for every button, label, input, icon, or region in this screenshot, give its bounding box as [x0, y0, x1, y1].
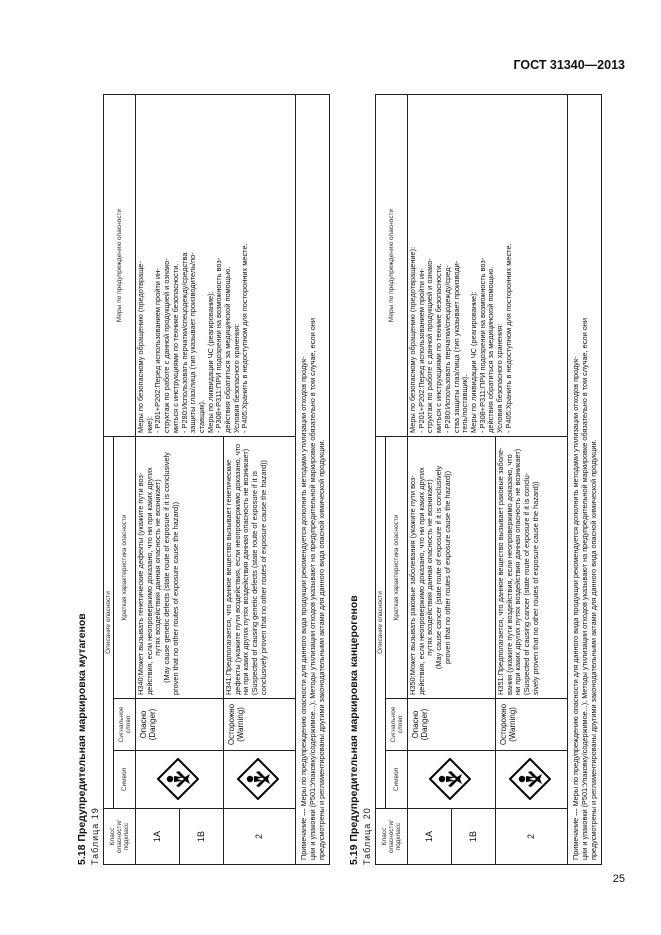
- col-brief: Краткая характеристика опасности: [114, 436, 136, 698]
- brief-cell: H350:Может вызывать раковые заболевания (укажите пути воз- действия, если неопровержимо доказано, что ни при каких других путях воздействия данная опасность не возникает) (May cause cancer (state route of exposure if it is conclusively proven that no other routes of exposure cause the hazard)): [408, 436, 496, 698]
- table-note: Примечание — Меры по предупреждению опасности для данного вида продукции рекомендуется дополнить методами утилизации отходов продук- ции и упаковки (P501:Упаковку/содержимое...). Методы утилизации отходов указывают на предупредительной маркировке обязательно в том случае, если они предусмотрены и регламентированы другими законодательными актами для данного вида опасной химической продукции.: [568, 94, 602, 864]
- col-measures: Меры по предупреждению опасности: [104, 94, 136, 436]
- document-header: ГОСТ 31340—2013: [513, 58, 625, 72]
- health-hazard-icon: [429, 759, 474, 801]
- signal-cell: Опасно (Danger): [136, 699, 224, 751]
- table-19: [103, 94, 330, 865]
- col-description: Описание опасности: [104, 436, 114, 808]
- table-label: Таблица 19: [90, 807, 100, 865]
- col-brief: Краткая характеристика опасности: [386, 436, 408, 698]
- health-hazard-icon: [157, 759, 202, 801]
- class-cell: 1А: [136, 809, 180, 865]
- symbol-cell: [136, 751, 224, 809]
- health-hazard-icon: [237, 759, 282, 801]
- col-class: Класс опасности/ подкласс: [104, 809, 136, 865]
- table-20: [375, 94, 602, 865]
- col-signal: Сигнальное слово: [386, 699, 408, 751]
- section-carcinogens: [348, 95, 602, 865]
- symbol-cell: [496, 751, 568, 809]
- class-cell: 1А: [408, 809, 452, 865]
- rotated-content: [70, 85, 610, 875]
- section-title: 5.19 Предупредительная маркировка канцерогенов: [348, 595, 360, 865]
- signal-cell: Осторожно (Warning): [224, 699, 296, 751]
- class-cell: 2: [224, 809, 296, 865]
- class-cell: 2: [496, 809, 568, 865]
- measures-cell: Меры по безопасному обращению (предотвраще- ние): - P201+P202:Перед использованием пройти ин- структаж по работе с данной продукцией и ознако- миться с инструкциями по технике безопасности. - P280:Использовать перчатки/спецодежду/средства защиты глаз/лица (тип указывает производитель/по- ставщик). Меры по ликвидации ЧС (реагирование): - P308+P311:ПРИ подозрении на возможность воз- действия обратиться за медицинской помощью. Условия безопасного хранения: - P405:Хранить в недоступном для посторонних месте.: [136, 94, 296, 436]
- signal-cell: Осторожно (Warning): [496, 699, 568, 751]
- table-note: Примечание — Меры по предупреждению опасности для данного вида продукции рекомендуется дополнить методами утилизации отходов продук- ции и упаковки (P501:Упаковку/содержимое...). Методы утилизации отходов указывают на предупредительной маркировке обязательно в том случае, если они предусмотрены и регламентированы другими законодательными актами для данного вида опасной химической продукции.: [296, 94, 330, 864]
- table-label: Таблица 20: [362, 807, 372, 865]
- col-symbol: Символ: [114, 751, 136, 809]
- section-mutagens: [76, 95, 330, 865]
- brief-cell: H341:Предполагается, что данное вещество вызывает генетические дефекты (укажите пути воздействия, если неопровержимо доказано, что ни при каких других путях воздействия данная опасность не возникает) (Suspected of causing genetic defects (state route of exposure if it is conclusively proven that no other routes of exposure cause the hazard)): [224, 436, 296, 698]
- symbol-cell: [224, 751, 296, 809]
- brief-cell: H340:Может вызывать генетические дефекты (укажите пути воз- действия, если неопровержимо доказано, что ни при каких других путях воздействия данная опасность не возникает) (May cause genetic defects (state route of exposure if it is conclusively proven that no other routes of exposure cause the hazard)): [136, 436, 224, 698]
- brief-cell: H351:Предполагается, что данное вещество вызывает раковые заболе- вания (укажите пути воздействия, если неопровержимо доказано, что ни при каких других путях воздействия данная опасность не возникает) (Suspected of causing cancer (state route of exposure if it is conclu- sively proven that no other routes of exposure cause the hazard)): [496, 436, 568, 698]
- class-cell: 1В: [180, 809, 224, 865]
- section-title: 5.18 Предупредительная маркировка мутагенов: [76, 613, 88, 865]
- col-signal: Сигнальное слово: [114, 699, 136, 751]
- symbol-cell: [408, 751, 496, 809]
- class-cell: 1В: [452, 809, 496, 865]
- signal-cell: Опасно (Danger): [408, 699, 496, 751]
- col-symbol: Символ: [386, 751, 408, 809]
- col-class: Класс опасности/ подкласс: [376, 809, 408, 865]
- col-description: Описание опасности: [376, 436, 386, 808]
- col-measures: Меры по предупреждению опасности: [376, 94, 408, 436]
- page-number: 25: [612, 873, 625, 885]
- measures-cell: Меры по безопасному обращению (предотвращение): - P201+P202:Перед использованием пройти ин- структаж по работе с данной продукцией и ознако- миться с инструкциями по технике безопасности. - P280:Использовать перчатки/спецодежду/сред- ства защиты глаз/лица (тип указывает производи- тель/поставщик). Меры по ликвидации ЧС (реагирование): - P308+P311:ПРИ подозрении на возможность воз- действия обратиться за медицинской помощью. Условия безопасного хранения: - P405:Хранить в недоступном для посторонних месте.: [408, 94, 568, 436]
- health-hazard-icon: [509, 759, 554, 801]
